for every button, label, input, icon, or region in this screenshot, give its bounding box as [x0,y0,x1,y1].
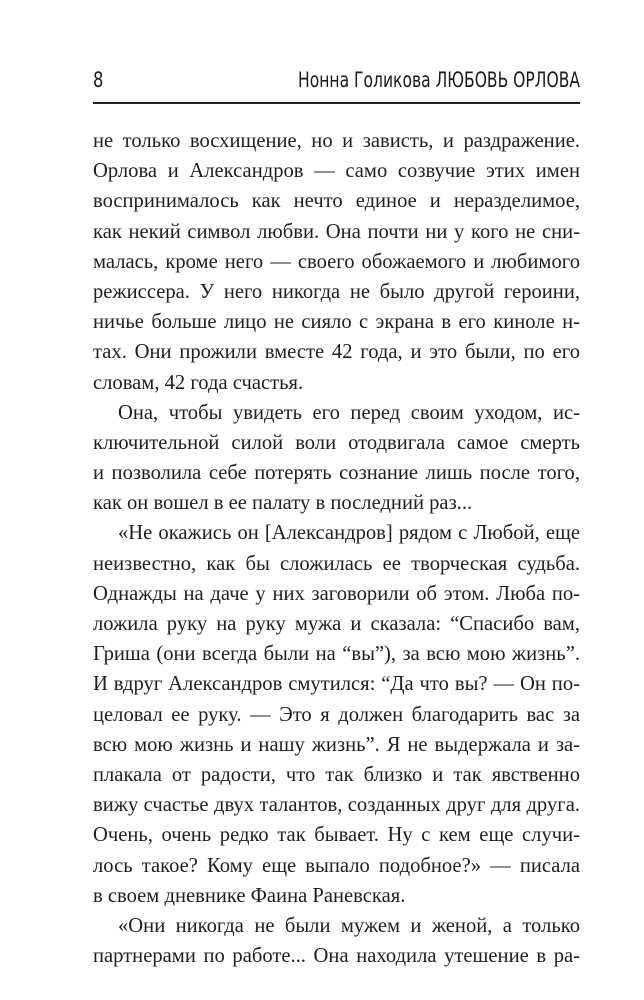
text-line: режиссера. У него никогда не было другой героини, [93,280,580,303]
text-line: как некий символ любви. Она почти ни у кого не сни- [93,220,580,243]
text-line: словам, 42 года счастья. [93,371,304,394]
text-line: Она, чтобы увидеть его перед своим уходом, ис- [118,401,580,424]
text-line: и позволила себе потерять сознание лишь после того, [93,462,580,485]
page-header [93,66,580,100]
text-line: ничье больше лицо не сияло с экрана в его киноле н- [93,311,580,334]
text-line: не только восхищение, но и зависть, и раздражение. [93,130,580,152]
text-line: в своем дневнике Фаина Раневская. [93,884,406,907]
text-line: Орлова и Александров — само созвучие этих имен [93,160,580,183]
text-line: Однажды на даче у них заговорили об этом. Люба по- [93,582,580,605]
text-line: целовал ее руку. — Это я должен благодарить вас за [93,703,580,726]
body-text [93,126,580,971]
text-line: как он вошел в ее палату в последний раз... [93,492,473,515]
text-line: ложила руку на руку мужа и сказала: “Спасибо вам, [93,613,580,635]
text-line: малась, кроме него — своего обожаемого и любимого [93,250,580,273]
text-line: партнерами по работе... Она находила утешение в ра- [93,945,580,968]
text-line: «Они никогда не были мужем и женой, а только [118,914,580,937]
text-line: воспринималось как нечто единое и неразделимое, [93,190,580,213]
text-line: Гриша (они всегда были на “вы”), за всю мою жизнь”. [93,643,580,666]
page-number: 8 [93,68,104,92]
text-line: «Не окажись он [Александров] рядом с Любой, еще [118,522,580,545]
text-line: тах. Они прожили вместе 42 года, и это были, по его [93,341,580,364]
text-line: всю мою жизнь и нашу жизнь”. Я не выдержала и за- [93,733,580,756]
text-line: неизвестно, как бы сложилась ее творческая судьба. [93,552,580,575]
text-line: плакала от радости, что так близко и так явственно [93,763,580,786]
header-rule [93,102,580,104]
text-line: лось такое? Кому еще выпало подобное?» — писала [93,854,580,877]
text-line: Очень, очень редко так бывает. Ну с кем еще случи- [93,824,580,847]
text-line: И вдруг Александров смутился: “Да что вы? — Он по- [93,673,580,696]
running-title: Нонна Голикова ЛЮБОВЬ ОРЛОВА [298,68,580,92]
text-line: вижу счастье двух талантов, созданных друг для друга. [93,794,580,817]
text-line: ключительной силой воли отодвигала самое смерть [93,431,580,454]
